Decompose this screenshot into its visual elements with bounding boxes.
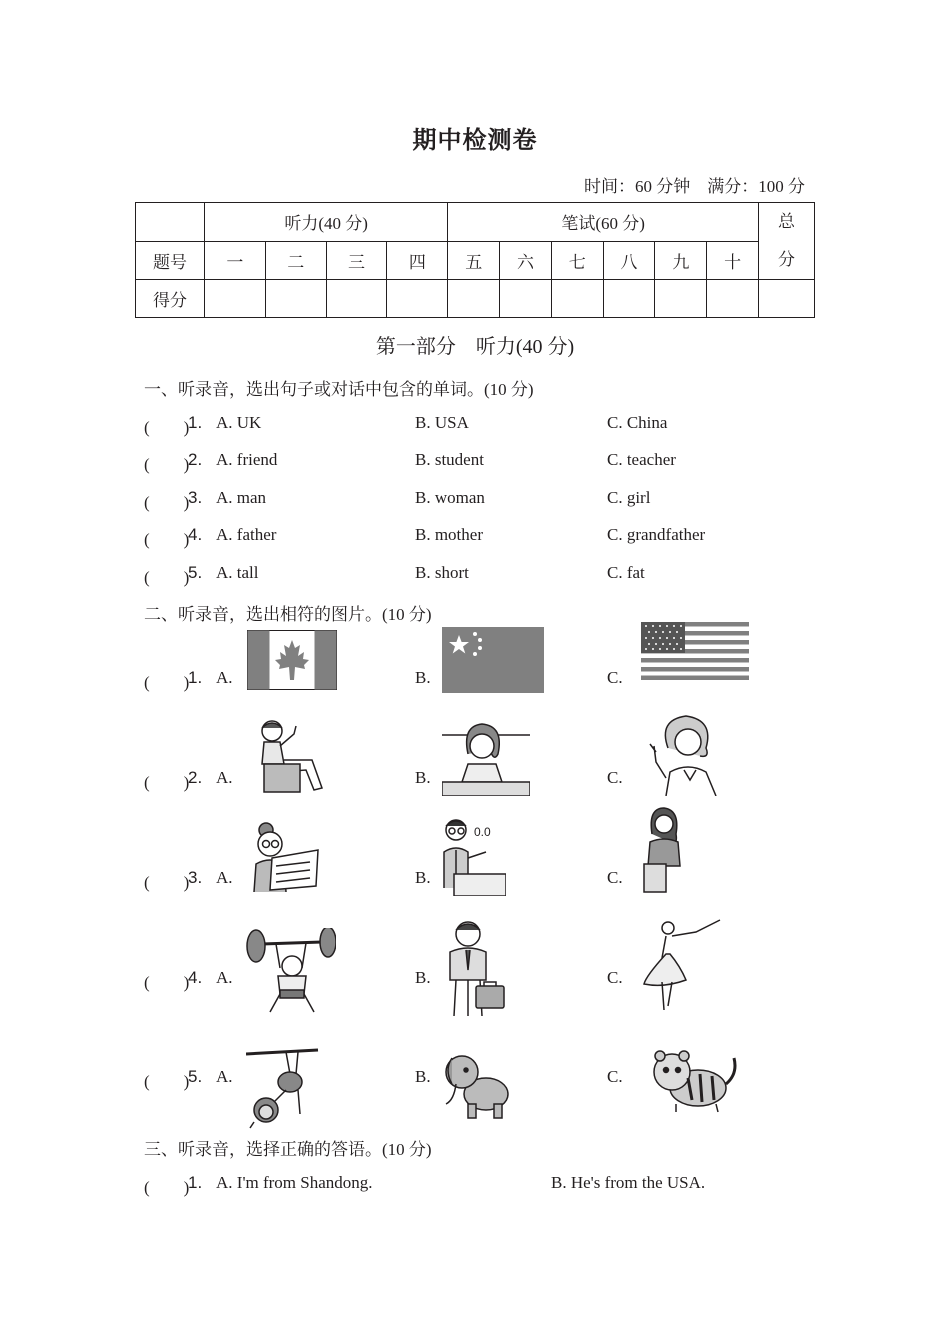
canada-flag-icon bbox=[247, 630, 337, 690]
score-cell[interactable] bbox=[707, 280, 759, 318]
page-title: 期中检测卷 bbox=[412, 126, 538, 154]
question-number: 5. bbox=[188, 1067, 203, 1086]
teacher-at-board-icon bbox=[442, 818, 506, 896]
question-number: 4. bbox=[188, 525, 203, 544]
section-title: 一、听录音，选出句子或对话中包含的单词。(10 分) bbox=[144, 380, 534, 399]
score-cell[interactable] bbox=[500, 280, 552, 318]
option-b: B. mother bbox=[415, 525, 483, 544]
score-cell[interactable] bbox=[603, 280, 655, 318]
section-title: 三、听录音，选择正确的答语。(10 分) bbox=[144, 1140, 432, 1159]
option-b: B. student bbox=[415, 450, 484, 469]
question-number: 1. bbox=[188, 413, 203, 432]
score-cell[interactable] bbox=[387, 280, 448, 318]
option-c: C. bbox=[607, 968, 623, 987]
option-a: A. tall bbox=[216, 563, 259, 582]
grandma-reading-icon bbox=[246, 820, 320, 892]
answer-blank[interactable]: ( ) bbox=[144, 973, 190, 992]
option-b: B. bbox=[415, 768, 431, 787]
option-a: A. bbox=[216, 668, 233, 687]
option-c: C. bbox=[607, 868, 623, 887]
question-number: 六 bbox=[500, 241, 552, 280]
option-a: A. bbox=[216, 1067, 233, 1086]
listening-header: 听力(40 分) bbox=[205, 203, 448, 242]
score-table bbox=[135, 202, 815, 318]
total-header-char1: 总 bbox=[778, 212, 795, 231]
option-c: C. teacher bbox=[607, 450, 676, 469]
score-cell[interactable] bbox=[551, 280, 603, 318]
question-number: 4. bbox=[188, 968, 203, 987]
girl-at-desk-icon bbox=[442, 720, 530, 796]
man-with-briefcase-icon bbox=[444, 918, 506, 1018]
boy-waving-icon bbox=[250, 716, 330, 796]
answer-blank[interactable]: ( ) bbox=[144, 418, 190, 437]
score-cell[interactable] bbox=[205, 280, 266, 318]
question-number: 二 bbox=[265, 241, 326, 280]
option-c: C. bbox=[607, 1067, 623, 1086]
option-c: C. bbox=[607, 668, 623, 687]
total-header bbox=[759, 203, 815, 280]
question-number: 1. bbox=[188, 668, 203, 687]
question-number: 四 bbox=[387, 241, 448, 280]
answer-blank[interactable]: ( ) bbox=[144, 1072, 190, 1091]
score-table-corner bbox=[136, 203, 205, 242]
answer-blank[interactable]: ( ) bbox=[144, 673, 190, 692]
answer-blank[interactable]: ( ) bbox=[144, 773, 190, 792]
svg-text:0.0: 0.0 bbox=[474, 825, 491, 839]
option-a: A. man bbox=[216, 488, 267, 507]
question-number: 八 bbox=[603, 241, 655, 280]
question-number: 一 bbox=[205, 241, 266, 280]
answer-blank[interactable]: ( ) bbox=[144, 568, 190, 587]
score-cell[interactable] bbox=[265, 280, 326, 318]
question-number: 2. bbox=[188, 450, 203, 469]
option-a: A. UK bbox=[216, 413, 262, 432]
usa-flag-icon bbox=[641, 622, 749, 680]
section-title: 二、听录音，选出相符的图片。(10 分) bbox=[144, 605, 432, 624]
question-number: 九 bbox=[655, 241, 707, 280]
tiger-icon bbox=[648, 1044, 738, 1114]
answer-blank[interactable]: ( ) bbox=[144, 455, 190, 474]
question-number: 5. bbox=[188, 563, 203, 582]
writing-header: 笔试(60 分) bbox=[448, 203, 759, 242]
option-a: A. bbox=[216, 968, 233, 987]
option-c: C. grandfather bbox=[607, 525, 706, 544]
weightlifter-icon bbox=[246, 928, 336, 1016]
question-number: 五 bbox=[448, 241, 500, 280]
answer-blank[interactable]: ( ) bbox=[144, 530, 190, 549]
total-header-char2: 分 bbox=[778, 250, 795, 269]
score-cell[interactable] bbox=[448, 280, 500, 318]
row-label-number: 题号 bbox=[136, 241, 205, 280]
woman-waving-icon bbox=[646, 712, 726, 796]
answer-blank[interactable]: ( ) bbox=[144, 873, 190, 892]
question-number: 3. bbox=[188, 868, 203, 887]
answer-blank[interactable]: ( ) bbox=[144, 1178, 190, 1197]
ballerina-icon bbox=[640, 914, 724, 1014]
score-cell[interactable] bbox=[759, 280, 815, 318]
option-c: C. China bbox=[607, 413, 668, 432]
china-flag-icon bbox=[442, 627, 544, 693]
option-b: B. bbox=[415, 668, 431, 687]
question-number: 三 bbox=[326, 241, 387, 280]
question-number: 1. bbox=[188, 1173, 203, 1192]
option-b: B. He's from the USA. bbox=[551, 1173, 706, 1192]
monkey-icon bbox=[246, 1044, 320, 1130]
question-number: 十 bbox=[707, 241, 759, 280]
option-c: C. girl bbox=[607, 488, 651, 507]
exam-meta: 时间：60 分钟 满分：100 分 bbox=[584, 177, 805, 196]
option-b: B. bbox=[415, 1067, 431, 1086]
option-b: B. woman bbox=[415, 488, 485, 507]
option-c: C. bbox=[607, 768, 623, 787]
option-b: B. bbox=[415, 968, 431, 987]
option-a: A. I'm from Shandong. bbox=[216, 1173, 373, 1192]
row-label-score: 得分 bbox=[136, 280, 205, 318]
option-c: C. fat bbox=[607, 563, 645, 582]
option-b: B. USA bbox=[415, 413, 469, 432]
option-b: B. bbox=[415, 868, 431, 887]
option-a: A. father bbox=[216, 525, 277, 544]
question-number: 2. bbox=[188, 768, 203, 787]
question-number: 3. bbox=[188, 488, 203, 507]
option-a: A. friend bbox=[216, 450, 278, 469]
girl-with-book-icon bbox=[640, 806, 688, 894]
option-a: A. bbox=[216, 768, 233, 787]
score-cell[interactable] bbox=[655, 280, 707, 318]
elephant-icon bbox=[442, 1044, 512, 1120]
option-b: B. short bbox=[415, 563, 469, 582]
score-cell[interactable] bbox=[326, 280, 387, 318]
part-title: 第一部分 听力(40 分) bbox=[375, 336, 575, 358]
option-a: A. bbox=[216, 868, 233, 887]
answer-blank[interactable]: ( ) bbox=[144, 493, 190, 512]
question-number: 七 bbox=[551, 241, 603, 280]
